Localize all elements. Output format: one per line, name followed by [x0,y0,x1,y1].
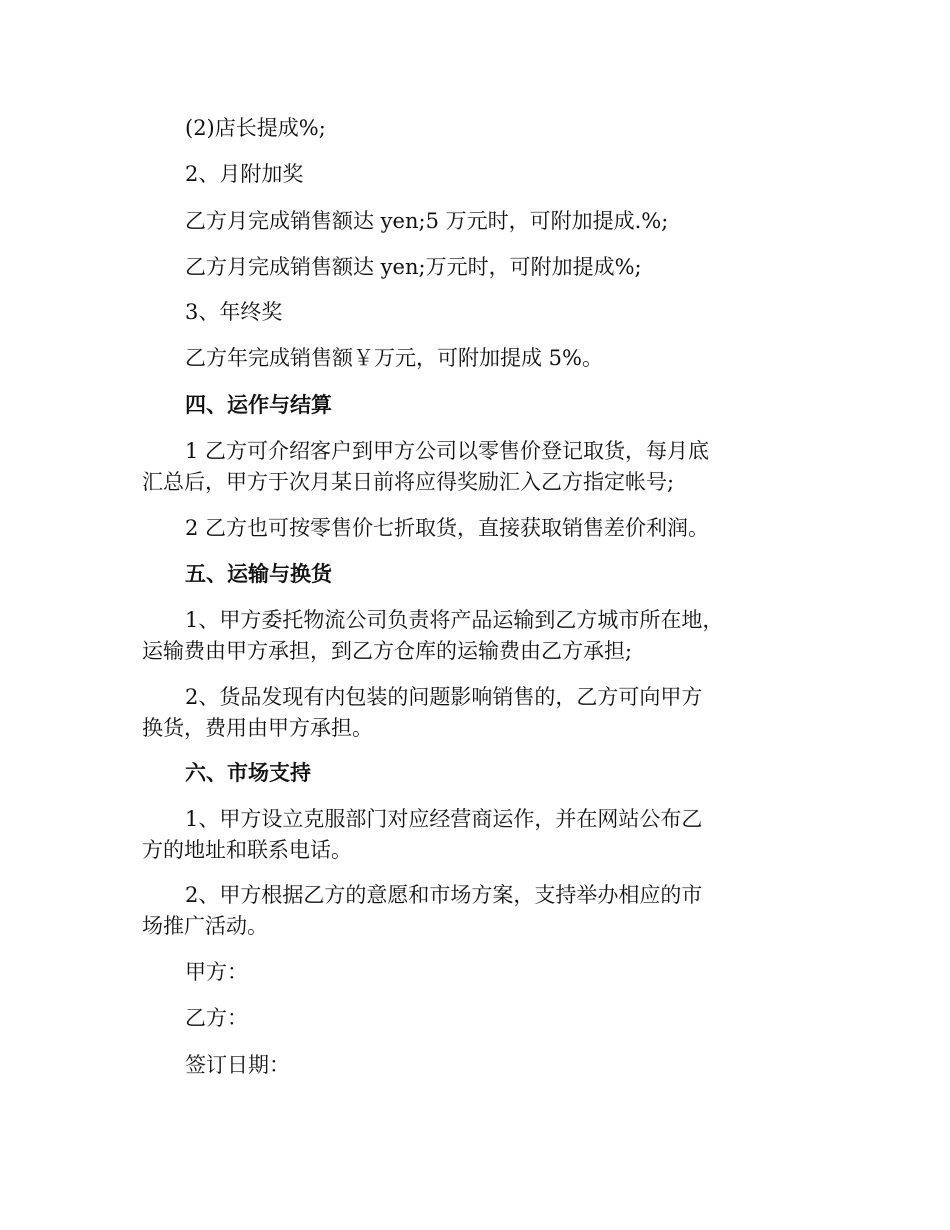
section-4-p2: 2 乙方也可按零售价七折取货，直接获取销售差价利润。 [185,516,710,540]
section-6-p1-line1: 1、甲方设立克服部门对应经营商运作，并在网站公布乙 [185,807,703,831]
section-5-p2-line2: 换货，费用由甲方承担。 [142,716,373,740]
section-6-p1-line2: 方的地址和联系电话。 [142,838,352,862]
section-5-heading: 五、运输与换货 [185,562,332,586]
section-5-p2-line1: 2、货品发现有内包装的问题影响销售的，乙方可向甲方 [185,685,703,709]
section-5-p1-line2: 运输费由甲方承担，到乙方仓库的运输费由乙方承担; [142,639,633,663]
monthly-bonus-heading: 2、月附加奖 [185,162,304,186]
monthly-bonus-tier-2: 乙方月完成销售额达 yen;万元时，可附加提成%; [185,255,642,279]
section-4-heading: 四、运作与结算 [185,393,332,417]
signing-date-label: 签订日期： [185,1053,290,1077]
section-4-p1-line2: 汇总后，甲方于次月某日前将应得奖励汇入乙方指定帐号; [142,470,675,494]
monthly-bonus-tier-1: 乙方月完成销售额达 yen;5 万元时，可附加提成.%; [185,209,669,233]
section-4-p1-line1: 1 乙方可介绍客户到甲方公司以零售价登记取货，每月底 [185,439,710,463]
annual-bonus-text: 乙方年完成销售额￥万元，可附加提成 5%。 [185,346,603,370]
party-a-label: 甲方： [185,960,248,984]
section-6-heading: 六、市场支持 [185,761,311,785]
section-6-p2-line2: 场推广活动。 [142,914,268,938]
commission-store-manager: (2)店长提成%; [185,116,326,140]
section-5-p1-line1: 1、甲方委托物流公司负责将产品运输到乙方城市所在地， [185,608,724,632]
annual-bonus-heading: 3、年终奖 [185,300,283,324]
party-b-label: 乙方： [185,1006,248,1030]
section-6-p2-line1: 2、甲方根据乙方的意愿和市场方案，支持举办相应的市 [185,883,703,907]
